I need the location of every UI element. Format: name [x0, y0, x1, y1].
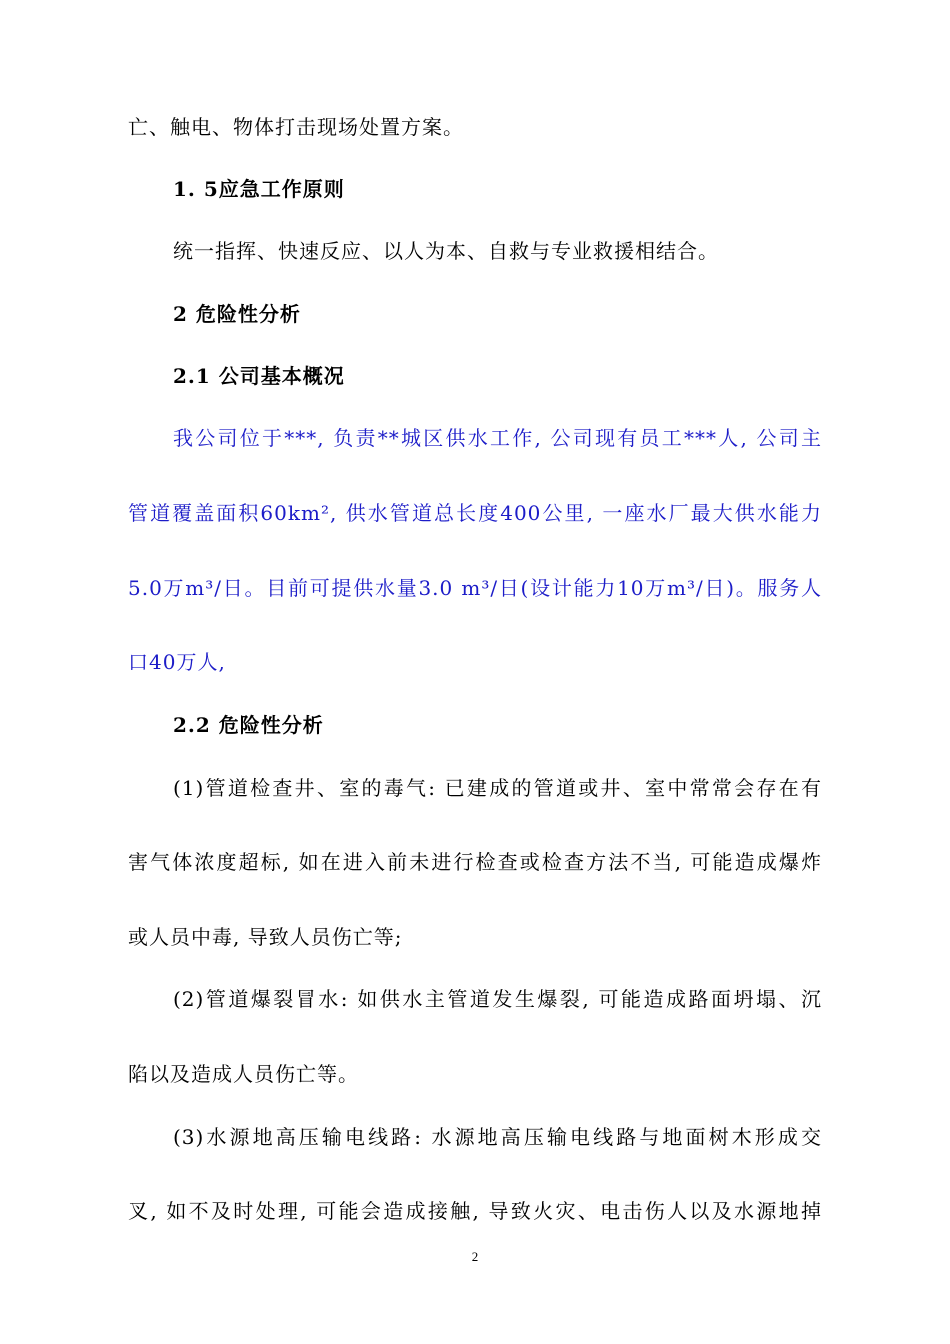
- section-heading-2: 2 危险性分析: [173, 302, 301, 326]
- company-overview-line: 我公司位于***, 负责**城区供水工作, 公司现有员工***人, 公司主: [173, 426, 822, 450]
- section-heading-2-2: 2.2 危险性分析: [173, 713, 324, 737]
- body-text-line: 害气体浓度超标, 如在进入前未进行检查或检查方法不当, 可能造成爆炸: [128, 850, 822, 874]
- company-overview-line: 管道覆盖面积60km², 供水管道总长度400公里, 一座水厂最大供水能力: [128, 501, 822, 525]
- body-text-line: (2)管道爆裂冒水: 如供水主管道发生爆裂, 可能造成路面坍塌、沉: [173, 987, 822, 1011]
- company-overview-line: 口40万人,: [128, 650, 226, 674]
- body-text-line: (3)水源地高压输电线路: 水源地高压输电线路与地面树木形成交: [173, 1125, 822, 1149]
- body-text-line: 亡、触电、物体打击现场处置方案。: [128, 115, 464, 139]
- body-text-line: (1)管道检查井、室的毒气: 已建成的管道或井、室中常常会存在有: [173, 776, 822, 800]
- body-text-line: 陷以及造成人员伤亡等。: [128, 1062, 359, 1086]
- page-number: 2: [471, 1249, 479, 1264]
- section-heading-2-1: 2.1 公司基本概况: [173, 364, 345, 388]
- body-text-line: 统一指挥、快速反应、以人为本、自救与专业救援相结合。: [173, 239, 719, 263]
- company-overview-line: 5.0万m³/日。目前可提供水量3.0 m³/日(设计能力10万m³/日)。服务人: [128, 576, 822, 600]
- body-text-line: 或人员中毒, 导致人员伤亡等;: [128, 925, 403, 949]
- section-heading-1-5: 1. 5应急工作原则: [173, 177, 345, 201]
- body-text-line: 叉, 如不及时处理, 可能会造成接触, 导致火灾、电击伤人以及水源地掉: [128, 1199, 822, 1223]
